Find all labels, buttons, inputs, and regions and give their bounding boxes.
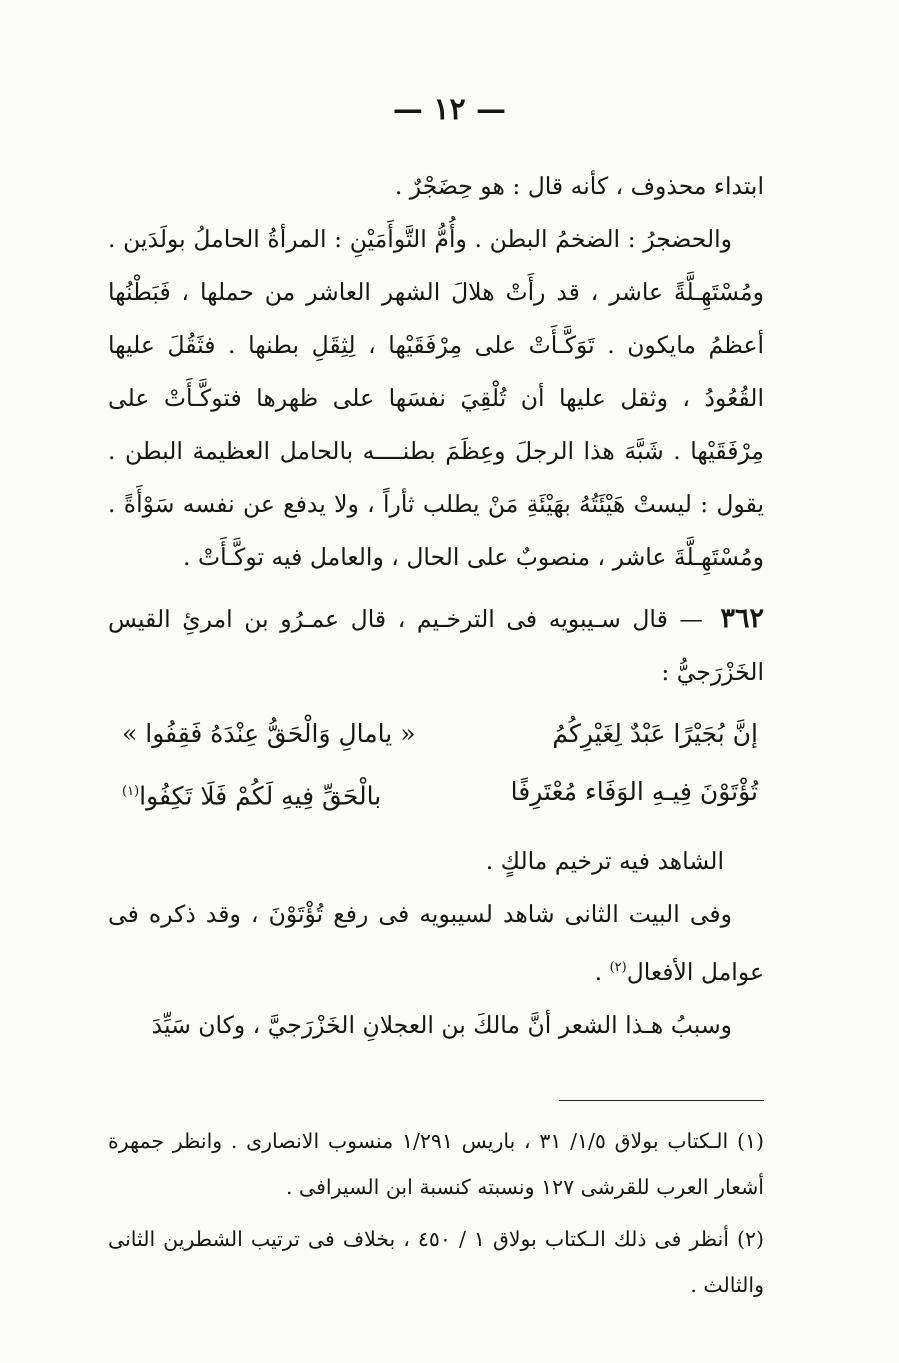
quote-close: » — [122, 719, 138, 748]
verse-1-second-hemistich: إنَّ بُجَيْرًا عَبْدٌ لِغَيْرِكُمُ — [552, 719, 758, 748]
page-number: — ١٢ — — [392, 92, 507, 127]
paragraph-witness: الشاهد فيه ترخيم مالكٍ . — [485, 847, 724, 876]
footnote-ref-2: (٢) — [609, 960, 627, 976]
paragraph-second-verse: وفى البيت الثانى شاهد لسيبويه فى رفع تُؤْتَوْنَ ، وقد ذكره فى عوامل الأفعال$^{(٢)}$ . — [108, 900, 764, 987]
quote-open: « — [400, 719, 416, 748]
paragraph-reason: وسببُ هـذا الشعر أنَّ مالكَ بن العجلانِ الخَزْرَجيَّ ، وكان سَيِّدَ — [151, 1011, 732, 1040]
footnotes — [108, 1118, 764, 1314]
verse-2 — [108, 763, 764, 825]
footnote-ref-1: (١) — [122, 784, 140, 799]
footnote-1: (١) الـكتاب بولاق ١/٥/ ٣١ ، باريس ١/٢٩١ منسوب الانصارى . وانظر جمهرة أشعار العرب للقرشى ١٢٧ ونسبته كنسبة ابن السيرافى . — [108, 1129, 764, 1199]
paragraph-explanation: والحضجرُ : الضخمُ البطن . وأُمُّ التَّوأَمَيْنِ : المرأةُ الحاملُ بولَدَين . ومُسْتَهِـلَّةً عاشر ، قد رأَتْ هلالَ الشهر العاشر من حملها ، فَبَطْنُها أعظمُ مايكون . تَوَكَّـأَتْ على مِرْفَقَيْها ، لِثِقَلِ بطنها . فثَقُلَ عليها القُعُودُ ، وثقل عليها أن تُلْقِيَ نفسَها على ظهرها فتوكَّـأَتْ على مِرْفَقَيْها . شَبَّهَ هذا الرجلَ وعِظَمَ بطنــــه بالحامل العظيمة البطن . يقول : ليستْ هَيْئَتُهُ بهَيْئَةِ مَنْ يطلب ثأراً ، ولا يدفع عن نفسه سَوْأَةً . ومُسْتَهِـلَّةَ عاشر ، منصوبٌ على الحال ، والعامل فيه توكَّـأَتْ . — [108, 225, 764, 571]
verse-1 — [108, 705, 764, 763]
footnote-2: (٢) أنظر فى ذلك الـكتاب بولاق ١ / ٤٥٠ ، بخلاف فى ترتيب الشطرين الثانى والثالث . — [108, 1227, 764, 1297]
poem — [108, 705, 764, 825]
main-text — [108, 160, 764, 1052]
verse-2-second-hemistich: تُؤْتَوْنَ فِيـهِ الوَفَاء مُعْتَرِفًا — [510, 777, 758, 806]
footnote-divider — [559, 1100, 764, 1101]
verse-2-first-hemistich: بالْحَقِّ فِيهِ لَكُمْ فَلَا تَكِفُوا$^{(١)}$ — [122, 781, 382, 811]
entry-number: ٣٦٢ — [720, 603, 764, 634]
entry-heading — [108, 592, 764, 699]
entry-text: — قال سـيبويه فى الترخـيم ، قال عمـرُو بن امرئِ القيس الخَزْرَجيُّ : — [108, 605, 764, 686]
paragraph-continuation: ابتداء محذوف ، كأنه قال : هو حِضَجْرٌ . — [394, 172, 764, 200]
verse-1-first-hemistich: « يامالِ وَالْحَقُّ عِنْدَهُ فَقِفُوا » — [122, 719, 416, 748]
